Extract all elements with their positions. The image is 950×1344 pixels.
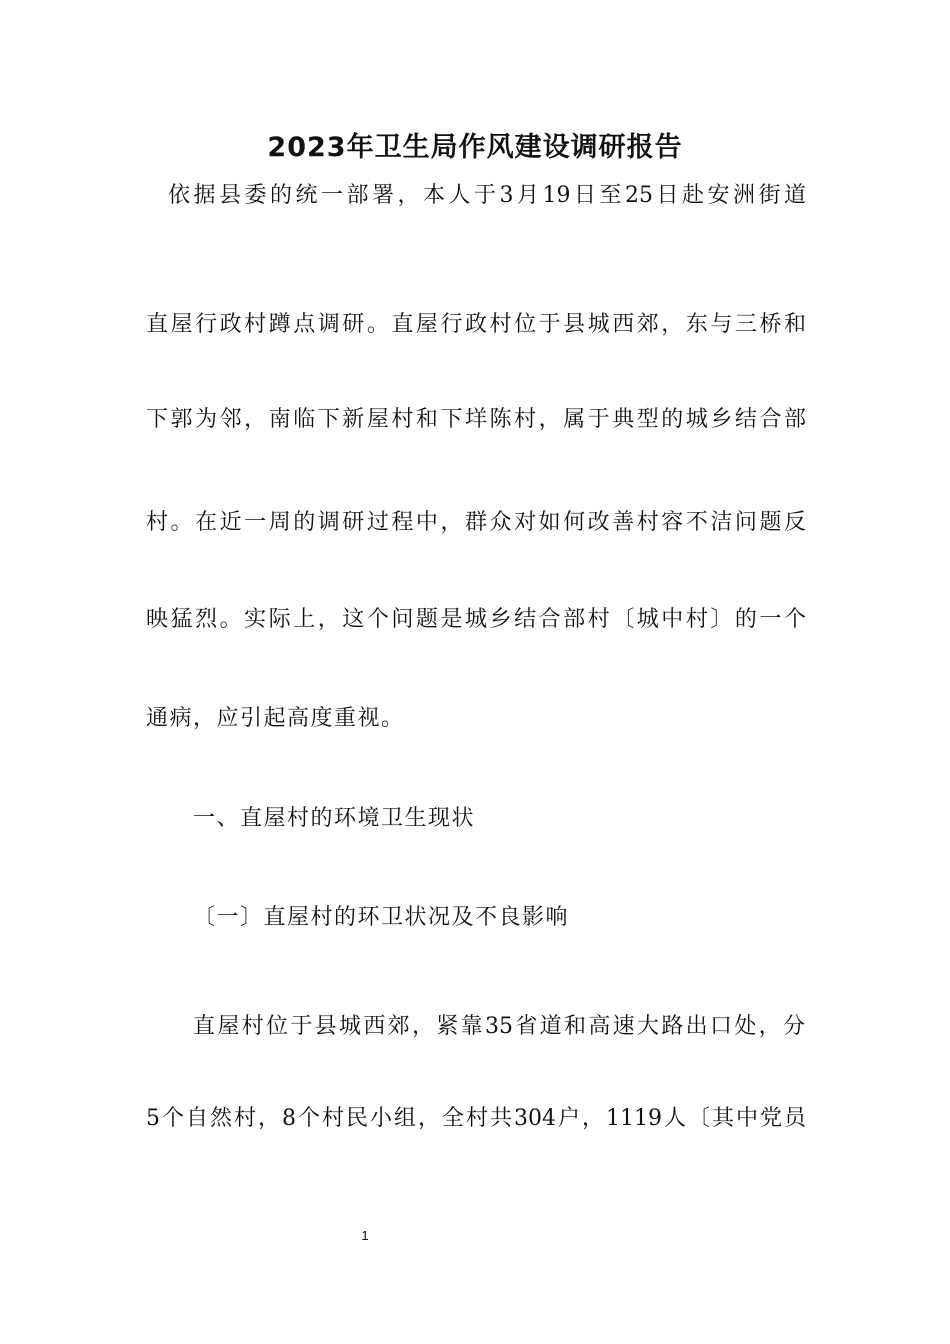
paragraph-line: 5个自然村，8个村民小组，全村共304户，1119人〔其中党员 [146,1106,806,1131]
page-number: 1 [361,1228,369,1243]
document-title: 2023年卫生局作风建设调研报告 [267,132,683,163]
paragraph-line: 村。在近一周的调研过程中，群众对如何改善村容不洁问题反 [146,510,806,535]
paragraph-line: 下郭为邻，南临下新屋村和下垟陈村，属于典型的城乡结合部 [146,407,806,432]
subsection-heading: 〔一〕直屋村的环卫状况及不良影响 [193,905,570,930]
paragraph-line: 通病，应引起高度重视。 [146,706,405,731]
paragraph-line: 直屋行政村蹲点调研。直屋行政村位于县城西郊，东与三桥和 [146,312,806,337]
section-heading: 一、直屋村的环境卫生现状 [193,806,476,831]
paragraph-line: 映猛烈。实际上，这个问题是城乡结合部村〔城中村〕的一个 [146,607,806,632]
paragraph-line: 依据县委的统一部署，本人于3月19日至25日赴安洲街道 [168,183,806,208]
paragraph-line: 直屋村位于县城西郊，紧靠35省道和高速大路出口处，分 [193,1014,805,1039]
